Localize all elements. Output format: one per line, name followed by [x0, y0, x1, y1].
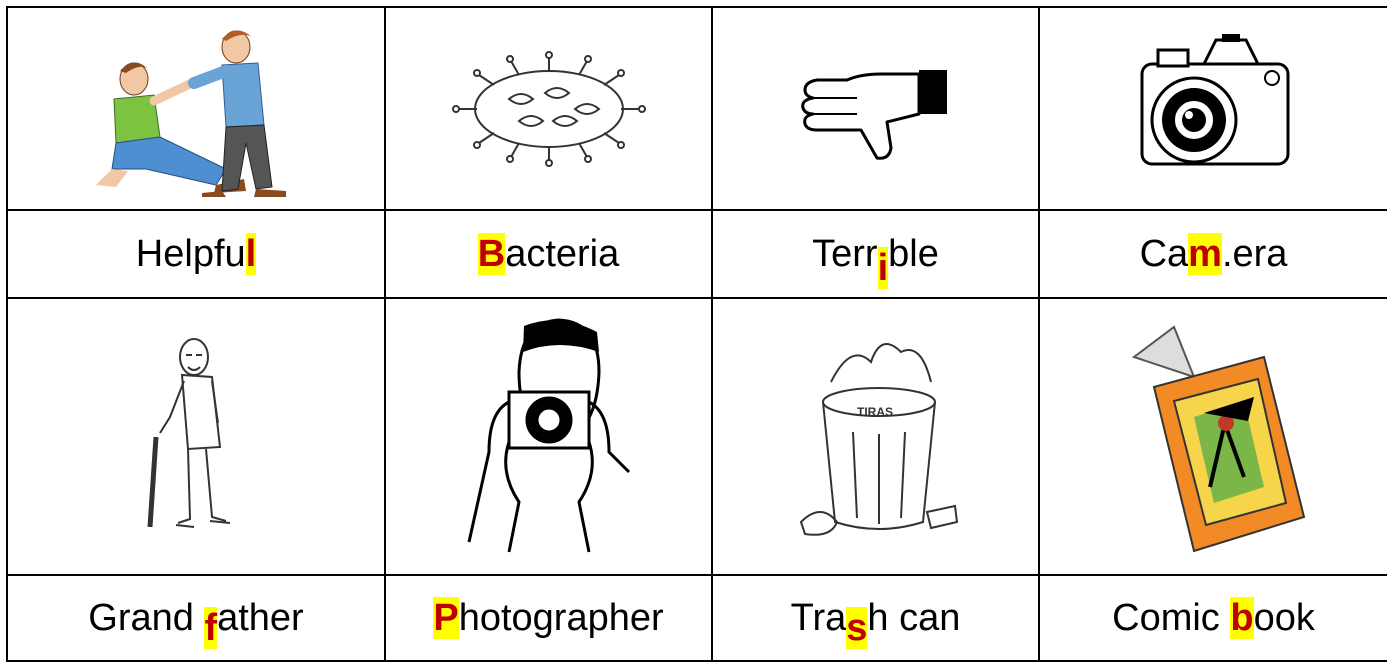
word-text: Comic — [1112, 596, 1231, 639]
comic-book-image — [1114, 317, 1314, 557]
virus-image — [449, 49, 649, 169]
word-cell-photographer — [385, 575, 712, 661]
picture-cell-camera — [1039, 7, 1387, 210]
word-text: ather — [217, 596, 304, 639]
picture-cell-helpful — [7, 7, 385, 210]
word-text: acteria — [505, 232, 620, 275]
word-text: Grand — [88, 596, 205, 639]
picture-cell-bacteria — [385, 7, 712, 210]
camera-image — [1124, 34, 1304, 184]
highlighted-letter: i — [877, 246, 889, 289]
picture-cell-grandfather — [7, 298, 385, 575]
picture-row-2 — [7, 298, 1387, 575]
grandfather-image — [136, 327, 256, 547]
highlighted-letter: s — [846, 606, 868, 649]
highlighted-letter: m — [1188, 232, 1222, 275]
picture-cell-trash-can — [712, 298, 1039, 575]
highlighted-letter: b — [1230, 596, 1254, 639]
trash-can-image — [791, 322, 961, 552]
highlighted-letter: B — [477, 232, 506, 275]
picture-row-1 — [7, 7, 1387, 210]
trash-can-label: TIRAS — [856, 404, 893, 419]
word-cell-helpful — [7, 210, 385, 298]
vocabulary-table — [6, 6, 1387, 662]
word-text: Tra — [790, 596, 847, 639]
word-row-1 — [7, 210, 1387, 298]
boy-helping-friend-image — [76, 19, 316, 199]
word-row-2 — [7, 575, 1387, 661]
word-cell-terrible — [712, 210, 1039, 298]
picture-cell-photographer — [385, 298, 712, 575]
thumbs-down-image — [791, 54, 961, 164]
highlighted-letter: f — [204, 606, 218, 649]
word-cell-bacteria — [385, 210, 712, 298]
highlighted-letter: l — [245, 232, 257, 275]
word-cell-comic-book — [1039, 575, 1387, 661]
word-text: ook — [1253, 596, 1315, 639]
highlighted-letter: P — [433, 596, 459, 639]
word-text: ble — [888, 232, 939, 275]
photographer-image — [449, 312, 649, 562]
word-cell-trash-can — [712, 575, 1039, 661]
word-cell-grandfather — [7, 575, 385, 661]
word-cell-camera — [1039, 210, 1387, 298]
word-text: Ca — [1139, 232, 1189, 275]
picture-cell-comic-book — [1039, 298, 1387, 575]
word-text: hotographer — [458, 596, 664, 639]
word-text: .era — [1221, 232, 1288, 275]
picture-cell-terrible — [712, 7, 1039, 210]
word-text: Terr — [812, 232, 878, 275]
word-text: h can — [867, 596, 961, 639]
word-text: Helpfu — [135, 232, 246, 275]
